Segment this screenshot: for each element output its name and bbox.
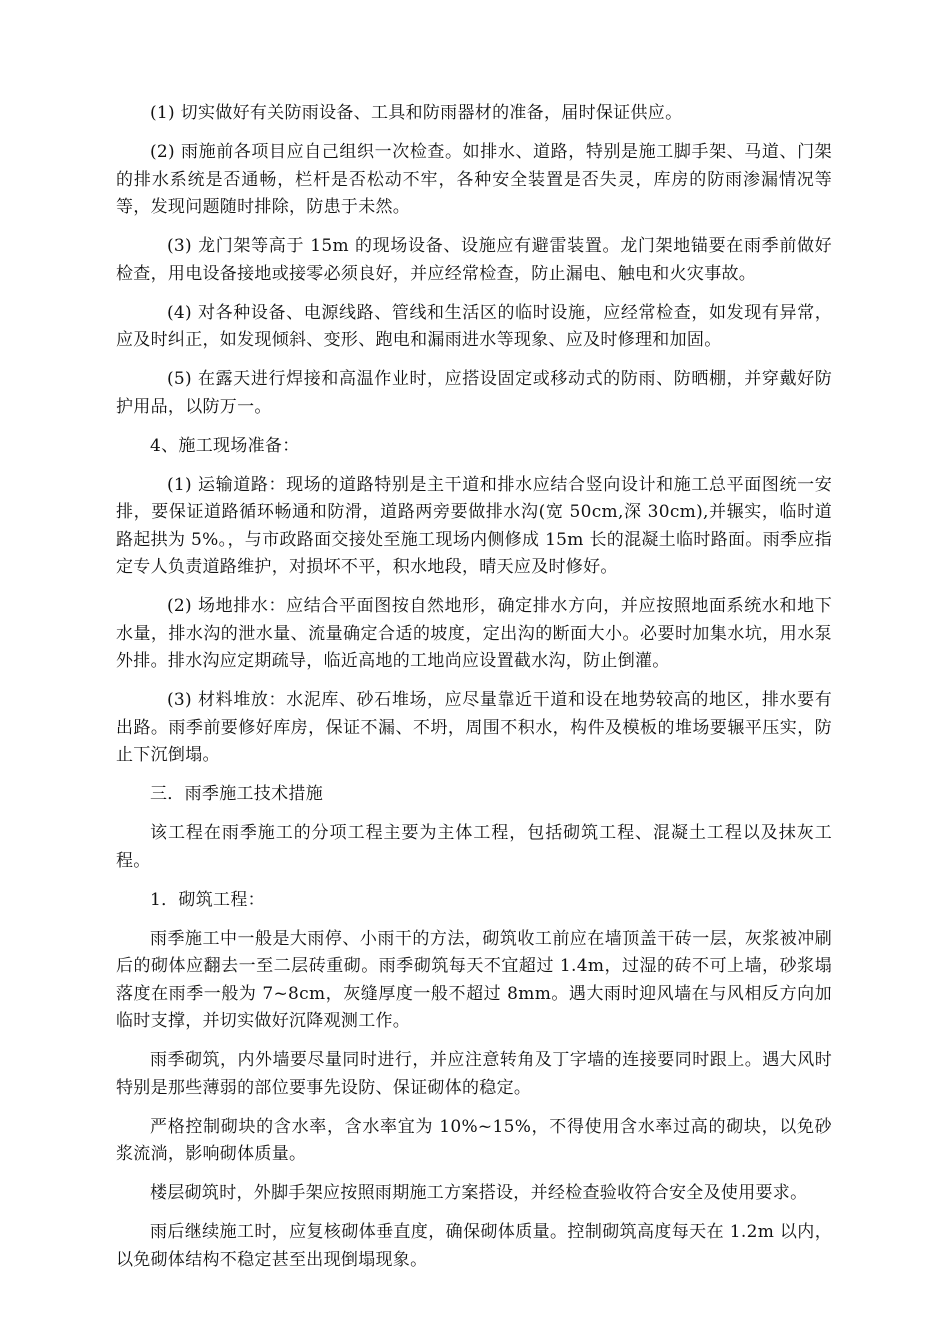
paragraph-pre-rain-inspection: (2) 雨施前各项目应自己组织一次检查。如排水、道路，特别是施工脚手架、马道、门架的排水系统是否通畅，栏杆是否松动不牢，各种安全装置是否失灵，库房的防雨渗漏情况等等，发现问题随时排除，防患于未然。 [116,142,832,217]
paragraph-masonry-walls: 雨季砌筑，内外墙要尽量同时进行，并应注意转角及丁字墙的连接要同时跟上。遇大风时特别是那些薄弱的部位要事先设防、保证砌体的稳定。 [116,1050,832,1098]
paragraph-site-drainage: (2) 场地排水：应结合平面图按自然地形，确定排水方向，并应按照地面系统水和地下水量，排水沟的泄水量、流量确定合适的坡度，定出沟的断面大小。必要时加集水坑，用水泵外排。排水沟应定期疏导，临近高地的工地尚应设置截水沟，防止倒灌。 [116,596,832,671]
paragraph-scope: 该工程在雨季施工的分项工程主要为主体工程，包括砌筑工程、混凝土工程以及抹灰工程。 [116,823,832,871]
paragraph-transport-roads: (1) 运输道路：现场的道路特别是主干道和排水应结合竖向设计和施工总平面图统一安排，要保证道路循环畅通和防滑，道路两旁要做排水沟(宽 50cm,深 30cm),并辗实，临时道路起拱为 5%。，与市政路面交接处至施工现场内侧修成 15m 长的混凝土临时路面。雨季应指定专人负责道路维护，对损坏不平，积水地段，晴天应及时修好。 [116,474,832,577]
paragraph-lightning-protection: (3) 龙门架等高于 15m 的现场设备、设施应有避雷装置。龙门架地锚要在雨季前做好检查，用电设备接地或接零必须良好，并应经常检查，防止漏电、触电和火灾事故。 [116,236,832,284]
paragraph-rain-equipment: (1) 切实做好有关防雨设备、工具和防雨器材的准备，届时保证供应。 [150,103,683,123]
section-heading-site-preparation: 4、施工现场准备： [150,435,300,456]
section-heading-technical-measures: 三．雨季施工技术措施 [150,784,323,804]
document-body [116,100,832,1286]
paragraph-facility-inspection: (4) 对各种设备、电源线路、管线和生活区的临时设施，应经常检查，如发现有异常，应及时纠正，如发现倾斜、变形、跑电和漏雨进水等现象、应及时修理和加固。 [116,302,832,350]
subsection-heading-masonry: 1．砌筑工程： [150,889,265,910]
paragraph-outdoor-welding: (5) 在露天进行焊接和高温作业时，应搭设固定或移动式的防雨、防晒棚，并穿戴好防护用品，以防万一。 [116,369,832,417]
paragraph-material-storage: (3) 材料堆放：水泥库、砂石堆场，应尽量靠近干道和设在地势较高的地区，排水要有出路。雨季前要修好库房，保证不漏、不坍，周围不积水，构件及模板的堆场要辗平压实，防止下沉倒塌。 [116,690,832,765]
paragraph-post-rain-check: 雨后继续施工时，应复核砌体垂直度，确保砌体质量。控制砌筑高度每天在 1.2m 以内，以免砌体结构不稳定甚至出现倒塌现象。 [116,1222,832,1270]
paragraph-scaffolding: 楼层砌筑时，外脚手架应按照雨期施工方案搭设，并经检查验收符合安全及使用要求。 [150,1183,808,1203]
paragraph-masonry-method: 雨季施工中一般是大雨停、小雨干的方法，砌筑收工前应在墙顶盖干砖一层，灰浆被冲刷后的砌体应翻去一至二层砖重砌。雨季砌筑每天不宜超过 1.4m，过湿的砖不可上墙，砂浆塌落度在雨季一般为 7~8cm，灰缝厚度一般不超过 8mm。遇大雨时迎风墙在与风相反方向加临时支撑，并切实做好沉降观测工作。 [116,928,832,1031]
paragraph-moisture-control: 严格控制砌块的含水率，含水率宜为 10%~15%，不得使用含水率过高的砌块，以免砂浆流淌，影响砌体质量。 [116,1116,832,1164]
